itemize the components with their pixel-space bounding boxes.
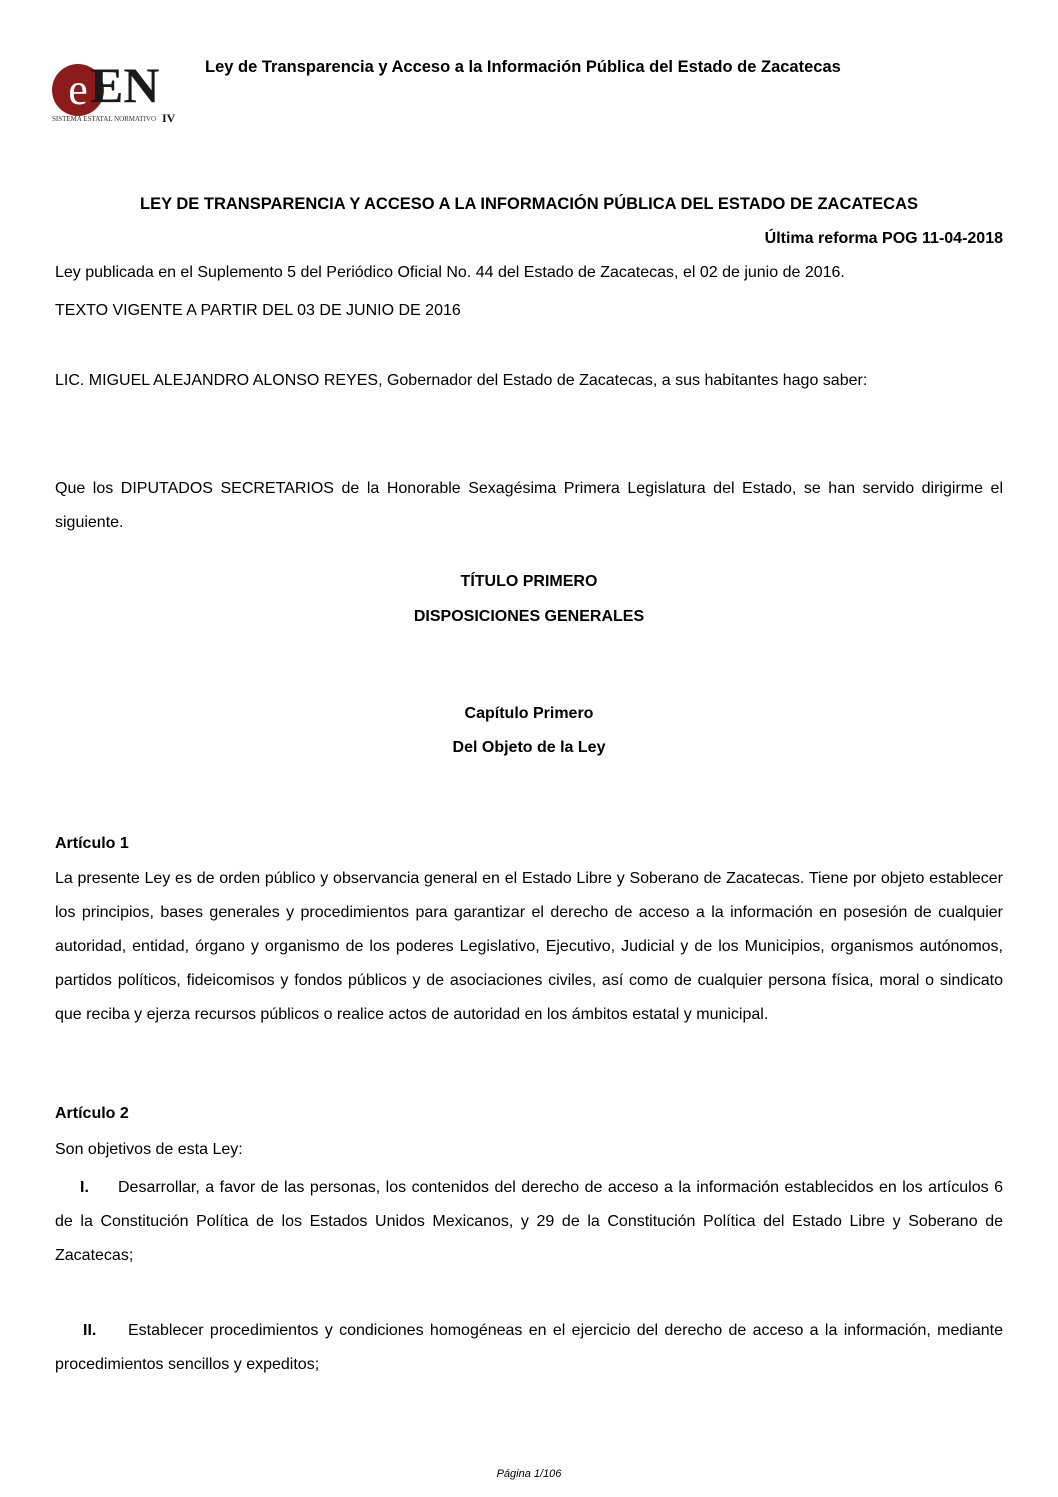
intro-paragraph: Que los DIPUTADOS SECRETARIOS de la Honorable Sexagésima Primera Legislatura del Estado, se han servido dirigirme el siguiente. <box>55 480 1003 531</box>
title-name: DISPOSICIONES GENERALES <box>413 608 645 625</box>
chapter-name: Del Objeto de la Ley <box>452 739 606 756</box>
svg-text:e: e <box>68 65 88 114</box>
article-1-text: La presente Ley es de orden público y observancia general en el Estado Libre y Soberano de Zacatecas. Tiene por objeto establecer los principios, bases generales y procedimientos para garantizar el derecho de acceso a la información en posesión de cualquier autoridad, entidad, órgano y organismo de los poderes Legislativo, Ejecutivo, Judicial y de los Municipios, organismos autónomos, partidos políticos, fideicomisos y fondos públicos y de asociaciones civiles, así como de cualquier persona física, moral o sindicato que reciba y ejerza recursos públicos o realice actos de autoridad en los ámbitos estatal y municipal. <box>55 870 1003 1023</box>
svg-text:SISTEMA ESTATAL NORMATIVO: SISTEMA ESTATAL NORMATIVO <box>52 115 157 123</box>
article-1-heading: Artículo 1 <box>55 835 129 852</box>
page-number: Página 1/106 <box>496 1468 562 1480</box>
validity-note: TEXTO VIGENTE A PARTIR DEL 03 DE JUNIO DE 2016 <box>55 302 461 319</box>
list-item-number: I. <box>80 1179 89 1196</box>
last-reform: Última reforma POG 11-04-2018 <box>764 230 1003 247</box>
list-item-text: Desarrollar, a favor de las personas, los contenidos del derecho de acceso a la información establecidos en los artículos 6 de la Constitución Política de los Estados Unidos Mexicanos, y 29 de la Constitución Política del Estado Libre y Soberano de Zacatecas; <box>55 1179 1003 1264</box>
sen-logo <box>50 50 180 126</box>
svg-text:IV: IV <box>162 111 176 125</box>
list-item <box>55 1171 1003 1273</box>
title-label: TÍTULO PRIMERO <box>460 573 598 590</box>
governor-statement: LIC. MIGUEL ALEJANDRO ALONSO REYES, Gobernador del Estado de Zacatecas, a sus habitantes hago saber: <box>55 372 868 389</box>
header-title: Ley de Transparencia y Acceso a la Información Pública del Estado de Zacatecas <box>205 58 841 76</box>
article-2-heading: Artículo 2 <box>55 1105 129 1122</box>
main-title: LEY DE TRANSPARENCIA Y ACCESO A LA INFORMACIÓN PÚBLICA DEL ESTADO DE ZACATECAS <box>140 195 918 213</box>
publication-note: Ley publicada en el Suplemento 5 del Periódico Oficial No. 44 del Estado de Zacatecas, el 02 de junio de 2016. <box>55 264 845 281</box>
svg-text:EN: EN <box>90 57 160 113</box>
article-2-intro: Son objetivos de esta Ley: <box>55 1141 243 1158</box>
list-item <box>55 1314 1003 1382</box>
list-item-text: Establecer procedimientos y condiciones homogéneas en el ejercicio del derecho de acceso a la información, mediante procedimientos sencillos y expeditos; <box>55 1322 1003 1373</box>
list-item-number: II. <box>83 1322 97 1339</box>
chapter-label: Capítulo Primero <box>464 705 594 722</box>
